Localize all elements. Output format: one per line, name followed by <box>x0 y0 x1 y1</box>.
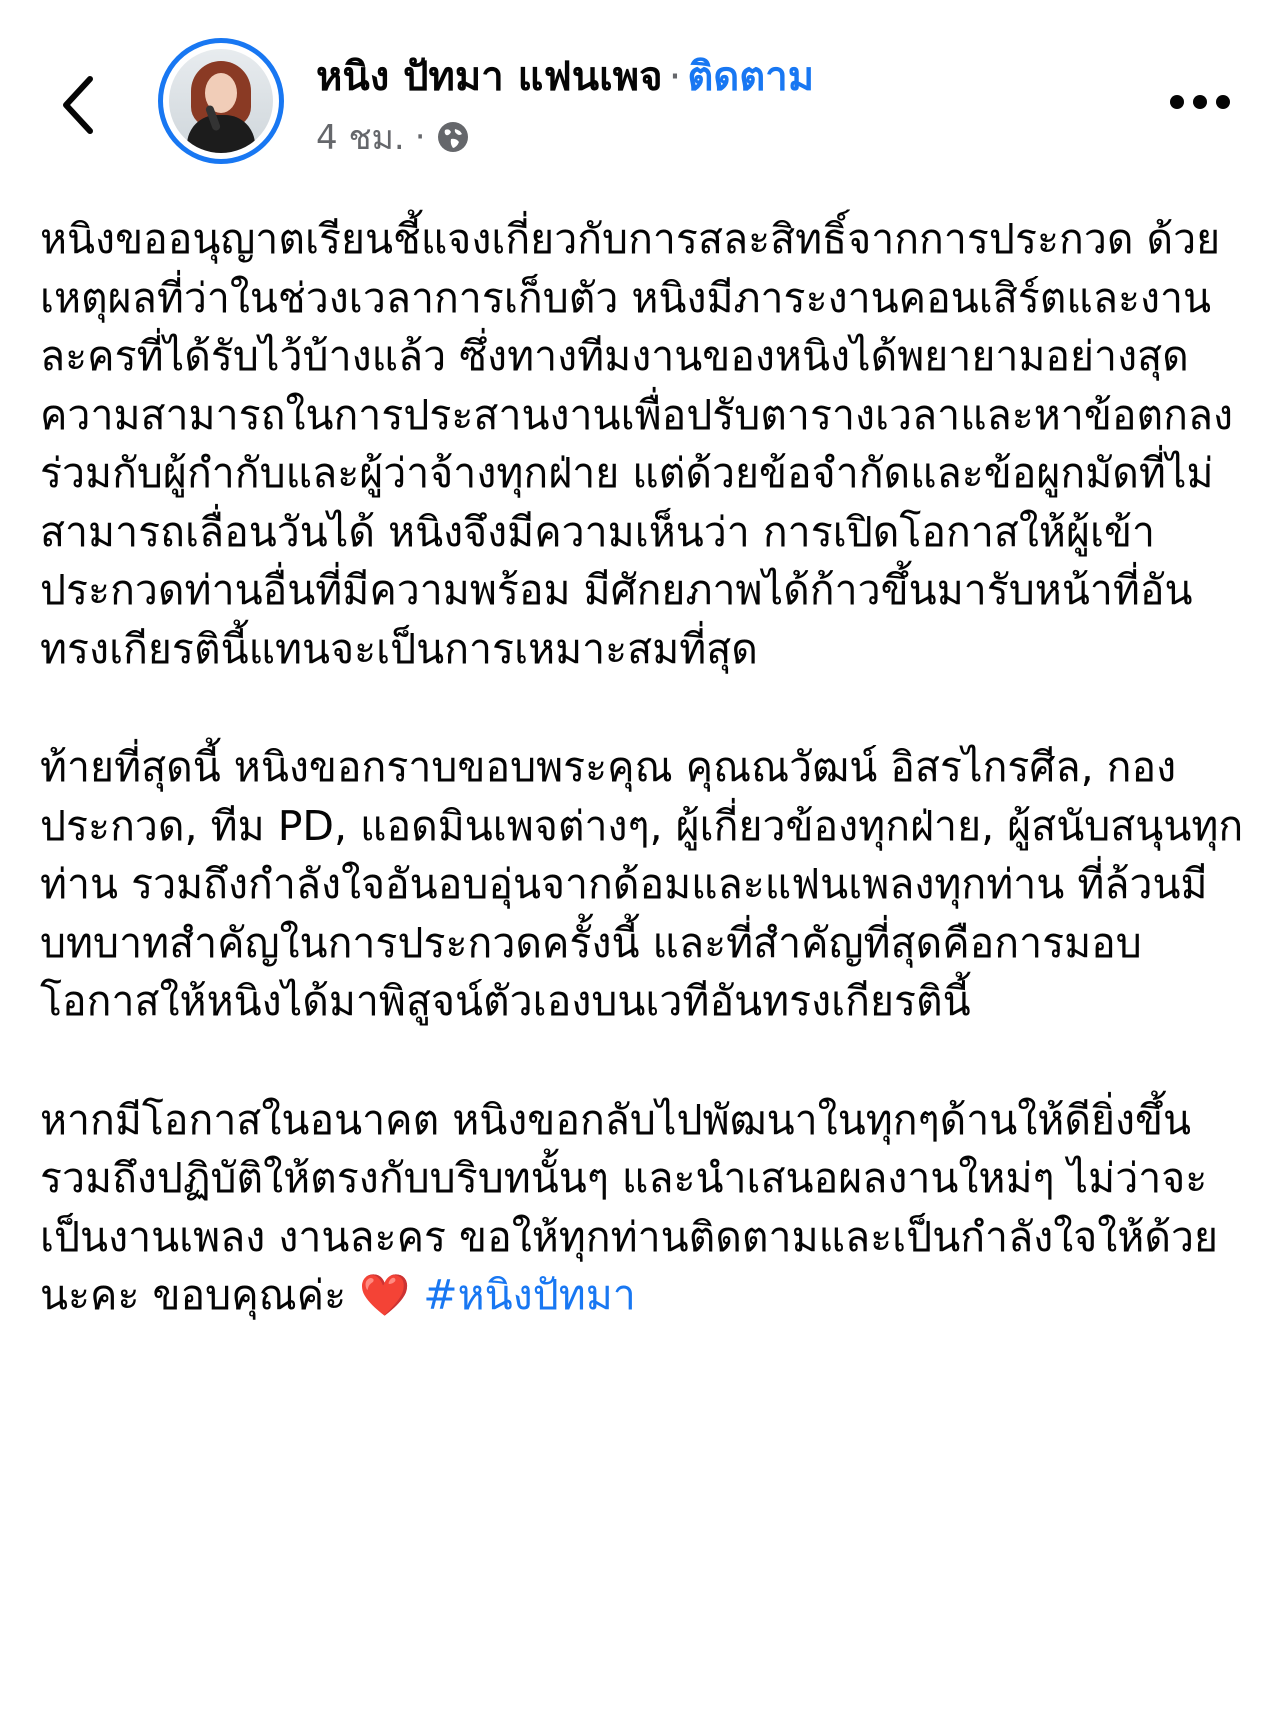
post-paragraph: ท้ายที่สุดนี้ หนิงขอกราบขอบพระคุณ คุณณวัฒน์ อิสรไกรศีล, กองประกวด, ทีม PD, แอดมินเพจต่างๆ, ผู้เกี่ยวข้องทุกฝ่าย, ผู้สนับสนุนทุกท่าน รวมถึงกำลังใจอันอบอุ่นจากด้อมและแฟนเพลงทุกท่าน ที่ล้วนมีบทบาทสำคัญในการประกวดครั้งนี้ และที่สำคัญที่สุดคือการมอบโอกาสให้หนิงได้มาพิสูจน์ตัวเองบนเวทีอันทรงเกียรตินี้ <box>40 743 1244 1025</box>
author-name[interactable]: หนิง ปัทมา แฟนเพจ <box>316 54 663 100</box>
post-paragraph-closing <box>40 1091 1255 1325</box>
closing-text: หากมีโอกาสในอนาคต หนิงขอกลับไปพัฒนาในทุกๆด้านให้ดียิ่งขึ้น รวมถึงปฏิบัติให้ตรงกับบริบทนั้นๆ และนำเสนอผลงานใหม่ๆ ไม่ว่าจะเป็นงานเพลง งานละคร ขอให้ทุกท่านติดตามและเป็นกำลังใจให้ด้วยนะคะ ขอบคุณค่ะ <box>40 1095 1218 1319</box>
post-body <box>40 210 1255 1385</box>
hashtag-link[interactable]: #หนิงปัทมา <box>423 1271 636 1319</box>
more-dot <box>1216 95 1230 109</box>
timestamp[interactable]: 4 ชม. <box>316 118 405 158</box>
avatar-image <box>169 49 273 153</box>
post-header <box>0 0 1280 180</box>
separator-dot: · <box>668 54 682 100</box>
more-dot <box>1193 95 1207 109</box>
more-options-button[interactable] <box>1160 82 1240 122</box>
author-line <box>316 44 814 108</box>
avatar[interactable] <box>158 38 284 164</box>
heart-emoji-icon: ❤️ <box>359 1271 411 1319</box>
meta-separator: · <box>414 117 426 157</box>
post-paragraph: หนิงขออนุญาตเรียนชี้แจงเกี่ยวกับการสละสิทธิ์จากการประกวด ด้วยเหตุผลที่ว่าในช่วงเวลาการเก็บตัว หนิงมีภาระงานคอนเสิร์ตและงานละครที่ได้รับไว้บ้างแล้ว ซึ่งทางทีมงานของหนิงได้พยายามอย่างสุดความสามารถในการประสานงานเพื่อปรับตารางเวลาและหาข้อตกลงร่วมกับผู้กำกับและผู้ว่าจ้างทุกฝ่าย แต่ด้วยข้อจำกัดและข้อผูกมัดที่ไม่สามารถเลื่อนวันได้ หนิงจึงมีความเห็นว่า การเปิดโอกาสให้ผู้เข้าประกวดท่านอื่นที่มีความพร้อม มีศักยภาพได้ก้าวขึ้นมารับหน้าที่อันทรงเกียรตินี้แทนจะเป็นการเหมาะสมที่สุด <box>40 215 1234 673</box>
chevron-left-icon <box>58 73 98 137</box>
more-dot <box>1170 95 1184 109</box>
post-meta <box>316 110 470 164</box>
follow-button[interactable]: ติดตาม <box>687 54 815 100</box>
back-button[interactable] <box>48 60 108 150</box>
globe-icon <box>436 120 470 154</box>
